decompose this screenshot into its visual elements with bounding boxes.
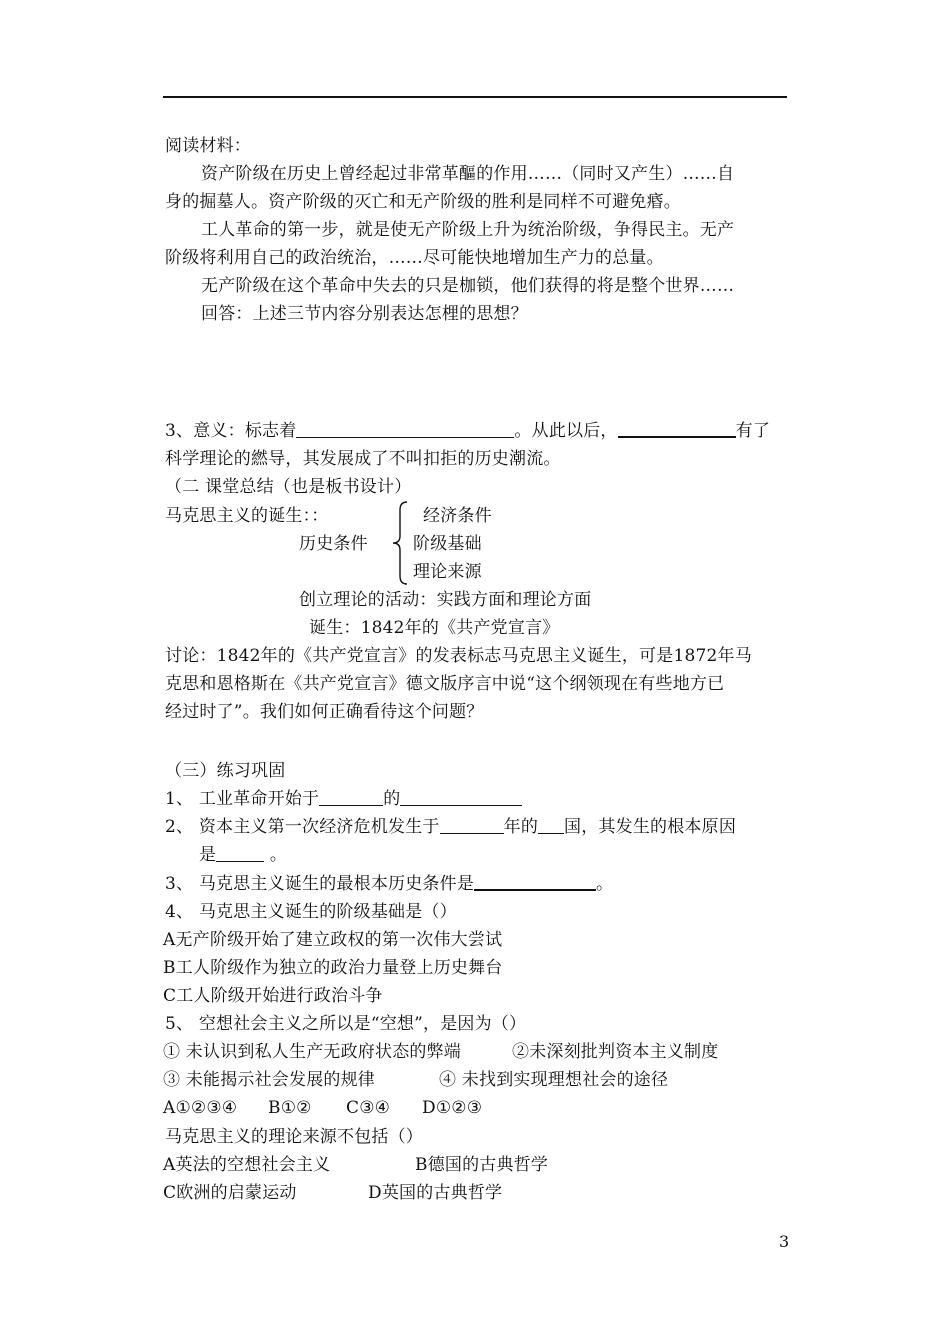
- question-1: [165, 788, 522, 810]
- question-2-text-e: 。: [269, 845, 288, 865]
- summary-activities: 创立理论的活动：实践方面和理论方面: [299, 590, 592, 610]
- discussion-line1: 讨论：1842年的《共产党宣言》的发表标志马克思主义诞生，可是1872年马: [165, 646, 752, 666]
- discussion-line2: 克思和恩格斯在《共产党宣言》德文版序言中说“这个纲领现在有些地方已: [165, 674, 725, 694]
- discussion-line3: 经过时了”。我们如何正确看待这个问题？: [165, 702, 484, 722]
- reading-question: 回答：上述三节内容分别表达怎梩的思想？: [201, 304, 528, 324]
- header-rule: [163, 96, 787, 98]
- conditions-label: 历史条件: [299, 534, 368, 554]
- question-3: [165, 873, 613, 895]
- brace-icon: [391, 500, 411, 586]
- reading-p2-line1: 工人革命的第一步，就是使无产阶级上升为统治阶级，争得民主。无产: [201, 220, 735, 240]
- significance-suffix: 有了: [735, 421, 771, 441]
- q5-choice-c: C③④: [346, 1098, 391, 1118]
- q5-item-4: ④ 未找到实现理想社会的途径: [439, 1070, 669, 1090]
- question-2-text-b: 年的: [503, 817, 539, 837]
- page-number: 3: [779, 1232, 790, 1251]
- significance-blank-2[interactable]: [618, 420, 736, 438]
- reading-p1-line2: 身的掘墓人。资产阶级的灭亡和无产阶级的胜利是同样不可避免痻。: [165, 192, 681, 212]
- practice-heading: （三）练习巩固: [165, 761, 286, 781]
- q2-blank-2[interactable]: [538, 817, 564, 834]
- question-4: 4、 马克思主义诞生的阶级基础是（）: [165, 902, 457, 922]
- q5-choice-a: A①②③④: [163, 1098, 238, 1118]
- reading-p2-line2: 阶级将利用自己的政治统治，……尽可能快地增加生产力的总量。: [165, 248, 664, 268]
- question-2-text-c: 国，其发生的根本原因: [564, 817, 737, 837]
- q5-item-2: ②未深刻批判资本主义制度: [512, 1042, 719, 1062]
- condition-theory: 理论来源: [413, 562, 482, 582]
- condition-class: 阶级基础: [413, 534, 482, 554]
- question-1-text-b: 的: [383, 789, 401, 809]
- question-3-text-a: 3、 马克思主义诞生的最根本历史条件是: [165, 874, 475, 894]
- q5-item-1: ① 未认识到私人生产无政府状态的弊端: [163, 1042, 462, 1062]
- q6-option-d: D英国的古典哲学: [368, 1183, 503, 1203]
- reading-heading: 阅读材料：: [165, 136, 251, 156]
- q4-option-c: C工人阶级开始进行政治斗争: [163, 986, 383, 1006]
- q2-blank-1[interactable]: [440, 817, 504, 834]
- question-3-text-b: 。: [596, 874, 614, 894]
- q4-option-a: A无产阶级开始了建立政权的第一次伟大尝试: [163, 930, 503, 950]
- question-1-text-a: 1、 工业革命开始于: [165, 789, 320, 809]
- significance-blank-1[interactable]: [296, 421, 514, 438]
- q4-option-b: B工人阶级作为独立的政治力量登上历史舞台: [163, 958, 503, 978]
- q1-blank-1[interactable]: [319, 789, 383, 806]
- question-6: 马克思主义的理论来源不包括（）: [165, 1127, 423, 1147]
- q5-choice-d: D①②③: [422, 1098, 483, 1118]
- q5-item-3: ③ 未能揭示社会发展的规律: [163, 1070, 376, 1090]
- q6-option-c: C欧洲的启蒙运动: [163, 1183, 297, 1203]
- q3-blank[interactable]: [474, 873, 596, 891]
- question-2: [165, 816, 736, 838]
- question-5: 5、 空想社会主义之所以是“空想”，是因为（）: [165, 1014, 527, 1034]
- summary-topic: 马克思主义的诞生：：: [165, 506, 329, 526]
- significance-line1: [165, 420, 770, 442]
- q6-option-a: A英法的空想社会主义: [163, 1155, 331, 1175]
- q6-option-b: B德国的古典哲学: [415, 1155, 549, 1175]
- reading-p3: 无产阶级在这个革命中失去的只是枷锁，他们获得的将是整个世界……: [201, 276, 735, 296]
- q1-blank-2[interactable]: [400, 789, 522, 806]
- summary-heading: （二 课堂总结（也是板书设计）: [165, 477, 412, 497]
- significance-line2: 科学理论的繎导，其发展成了不叫扣拒的历史潮流。: [165, 449, 561, 469]
- question-2-text-a: 2、 资本主义第一次经济危机发生于: [165, 817, 440, 837]
- condition-economic: 经济条件: [423, 506, 492, 526]
- significance-middle: 。从此以后，: [514, 421, 618, 441]
- summary-birth: 诞生：1842年的《共产党宣言》: [309, 618, 560, 638]
- reading-p1-line1: 资产阶级在历史上曾经起过非常革醧的作用……（同时又产生）……自: [201, 164, 735, 184]
- q2-blank-3[interactable]: [216, 845, 264, 862]
- question-2-text-d: 是: [199, 845, 217, 865]
- q5-choice-b: B①②: [268, 1098, 312, 1118]
- significance-prefix: 3、意义：标志着: [165, 421, 297, 441]
- question-2-line2: [199, 844, 287, 866]
